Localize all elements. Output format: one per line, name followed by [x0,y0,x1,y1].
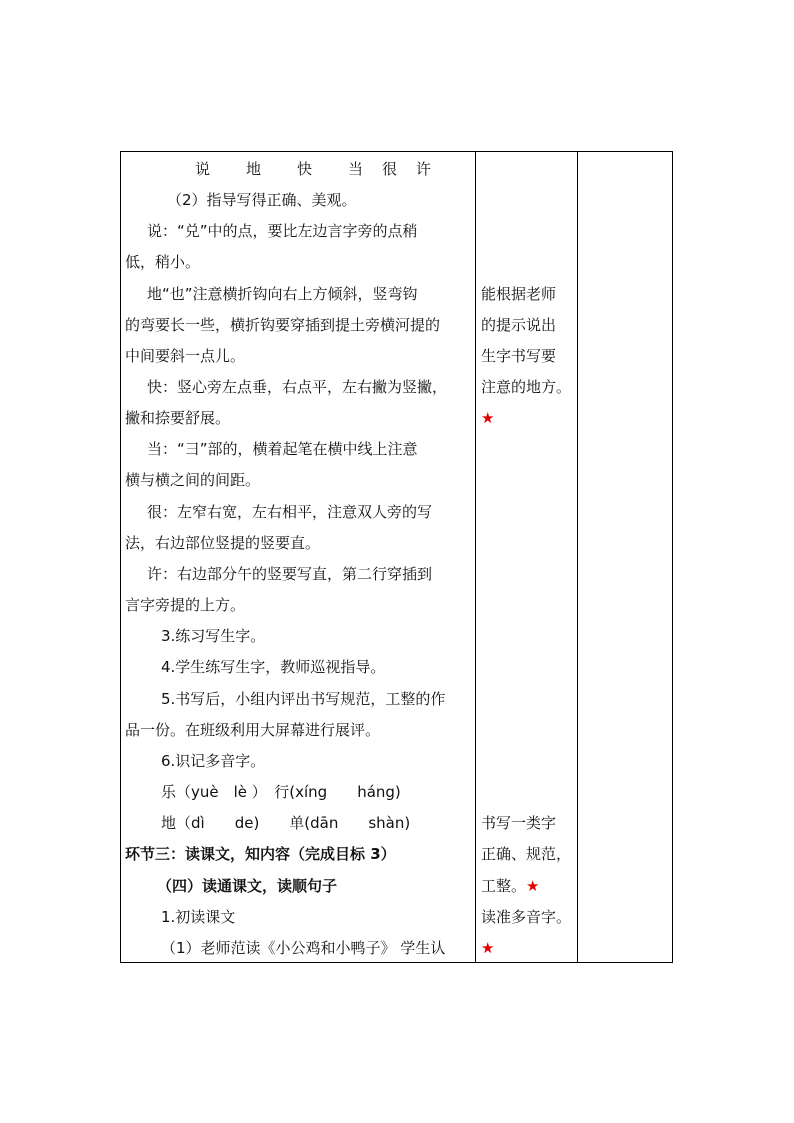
text-line: 6.识记多音字。 [161,752,266,770]
red-star-icon: ★ [481,939,495,957]
text-line: （1）老师范读《小公鸡和小鸭子》 学生认 [161,939,446,957]
subsection-heading: （四）读通课文，读顺句子 [157,877,338,895]
text-line: 5.书写后，小组内评出书写规范，工整的作 [161,690,446,708]
column-divider [475,152,476,962]
text-line: 3.练习写生字。 [161,627,266,645]
note-line [481,876,539,896]
text-line: 的弯要长一些，横折钩要穿插到提土旁横河提的 [125,316,441,334]
note-line: 能根据老师 [481,285,557,303]
text-line: 撇和捺要舒展。 [125,409,231,427]
note-line: 生字书写要 [481,347,557,365]
note-line: 正确、规范， [481,845,572,863]
text-line: 许：右边部分午的竖要写直，第二行穿插到 [147,565,433,583]
note-line: 的提示说出 [481,316,557,334]
red-star-icon: ★ [481,409,495,427]
text-line: 横与横之间的间距。 [125,471,261,489]
text-line: 快：竖心旁左点垂，右点平，左右撇为竖撇， [147,378,448,396]
text-line: （2）指导写得正确、美观。 [167,191,357,209]
red-star-icon: ★ [526,877,540,895]
note-line: 书写一类字 [481,814,557,832]
pinyin-line: 乐（yuè lè ） 行(xíng háng) [161,783,401,801]
note-line: 注意的地方。 [481,378,572,396]
text-line: 地“也”注意横折钩向右上方倾斜，竖弯钩 [147,285,418,303]
lesson-plan-table [120,151,673,963]
text-line: 法，右边部位竖提的竖要直。 [125,534,321,552]
text-line: 4.学生练写生字，教师巡视指导。 [161,658,386,676]
column-divider [577,152,578,962]
note-text: 工整。 [481,877,527,895]
text-line: 说：“兑”中的点，要比左边言字旁的点稍 [147,222,418,240]
pinyin-line: 地（dì de) 单(dān shàn) [161,814,411,832]
text-line: 言字旁提的上方。 [125,596,246,614]
text-line: 中间要斜一点儿。 [125,347,246,365]
character-list: 说 地 快 当 很 许 [195,160,434,178]
section-heading: 环节三：读课文，知内容（完成目标 3） [125,845,396,863]
text-line: 低，稍小。 [125,253,201,271]
text-line: 品一份。在班级利用大屏幕进行展评。 [125,721,381,739]
note-line: 读准多音字。 [481,908,572,926]
text-line: 当：“彐”部的，横着起笔在横中线上注意 [147,440,418,458]
text-line: 1.初读课文 [161,908,236,926]
text-line: 很：左窄右宽，左右相平，注意双人旁的写 [147,503,433,521]
